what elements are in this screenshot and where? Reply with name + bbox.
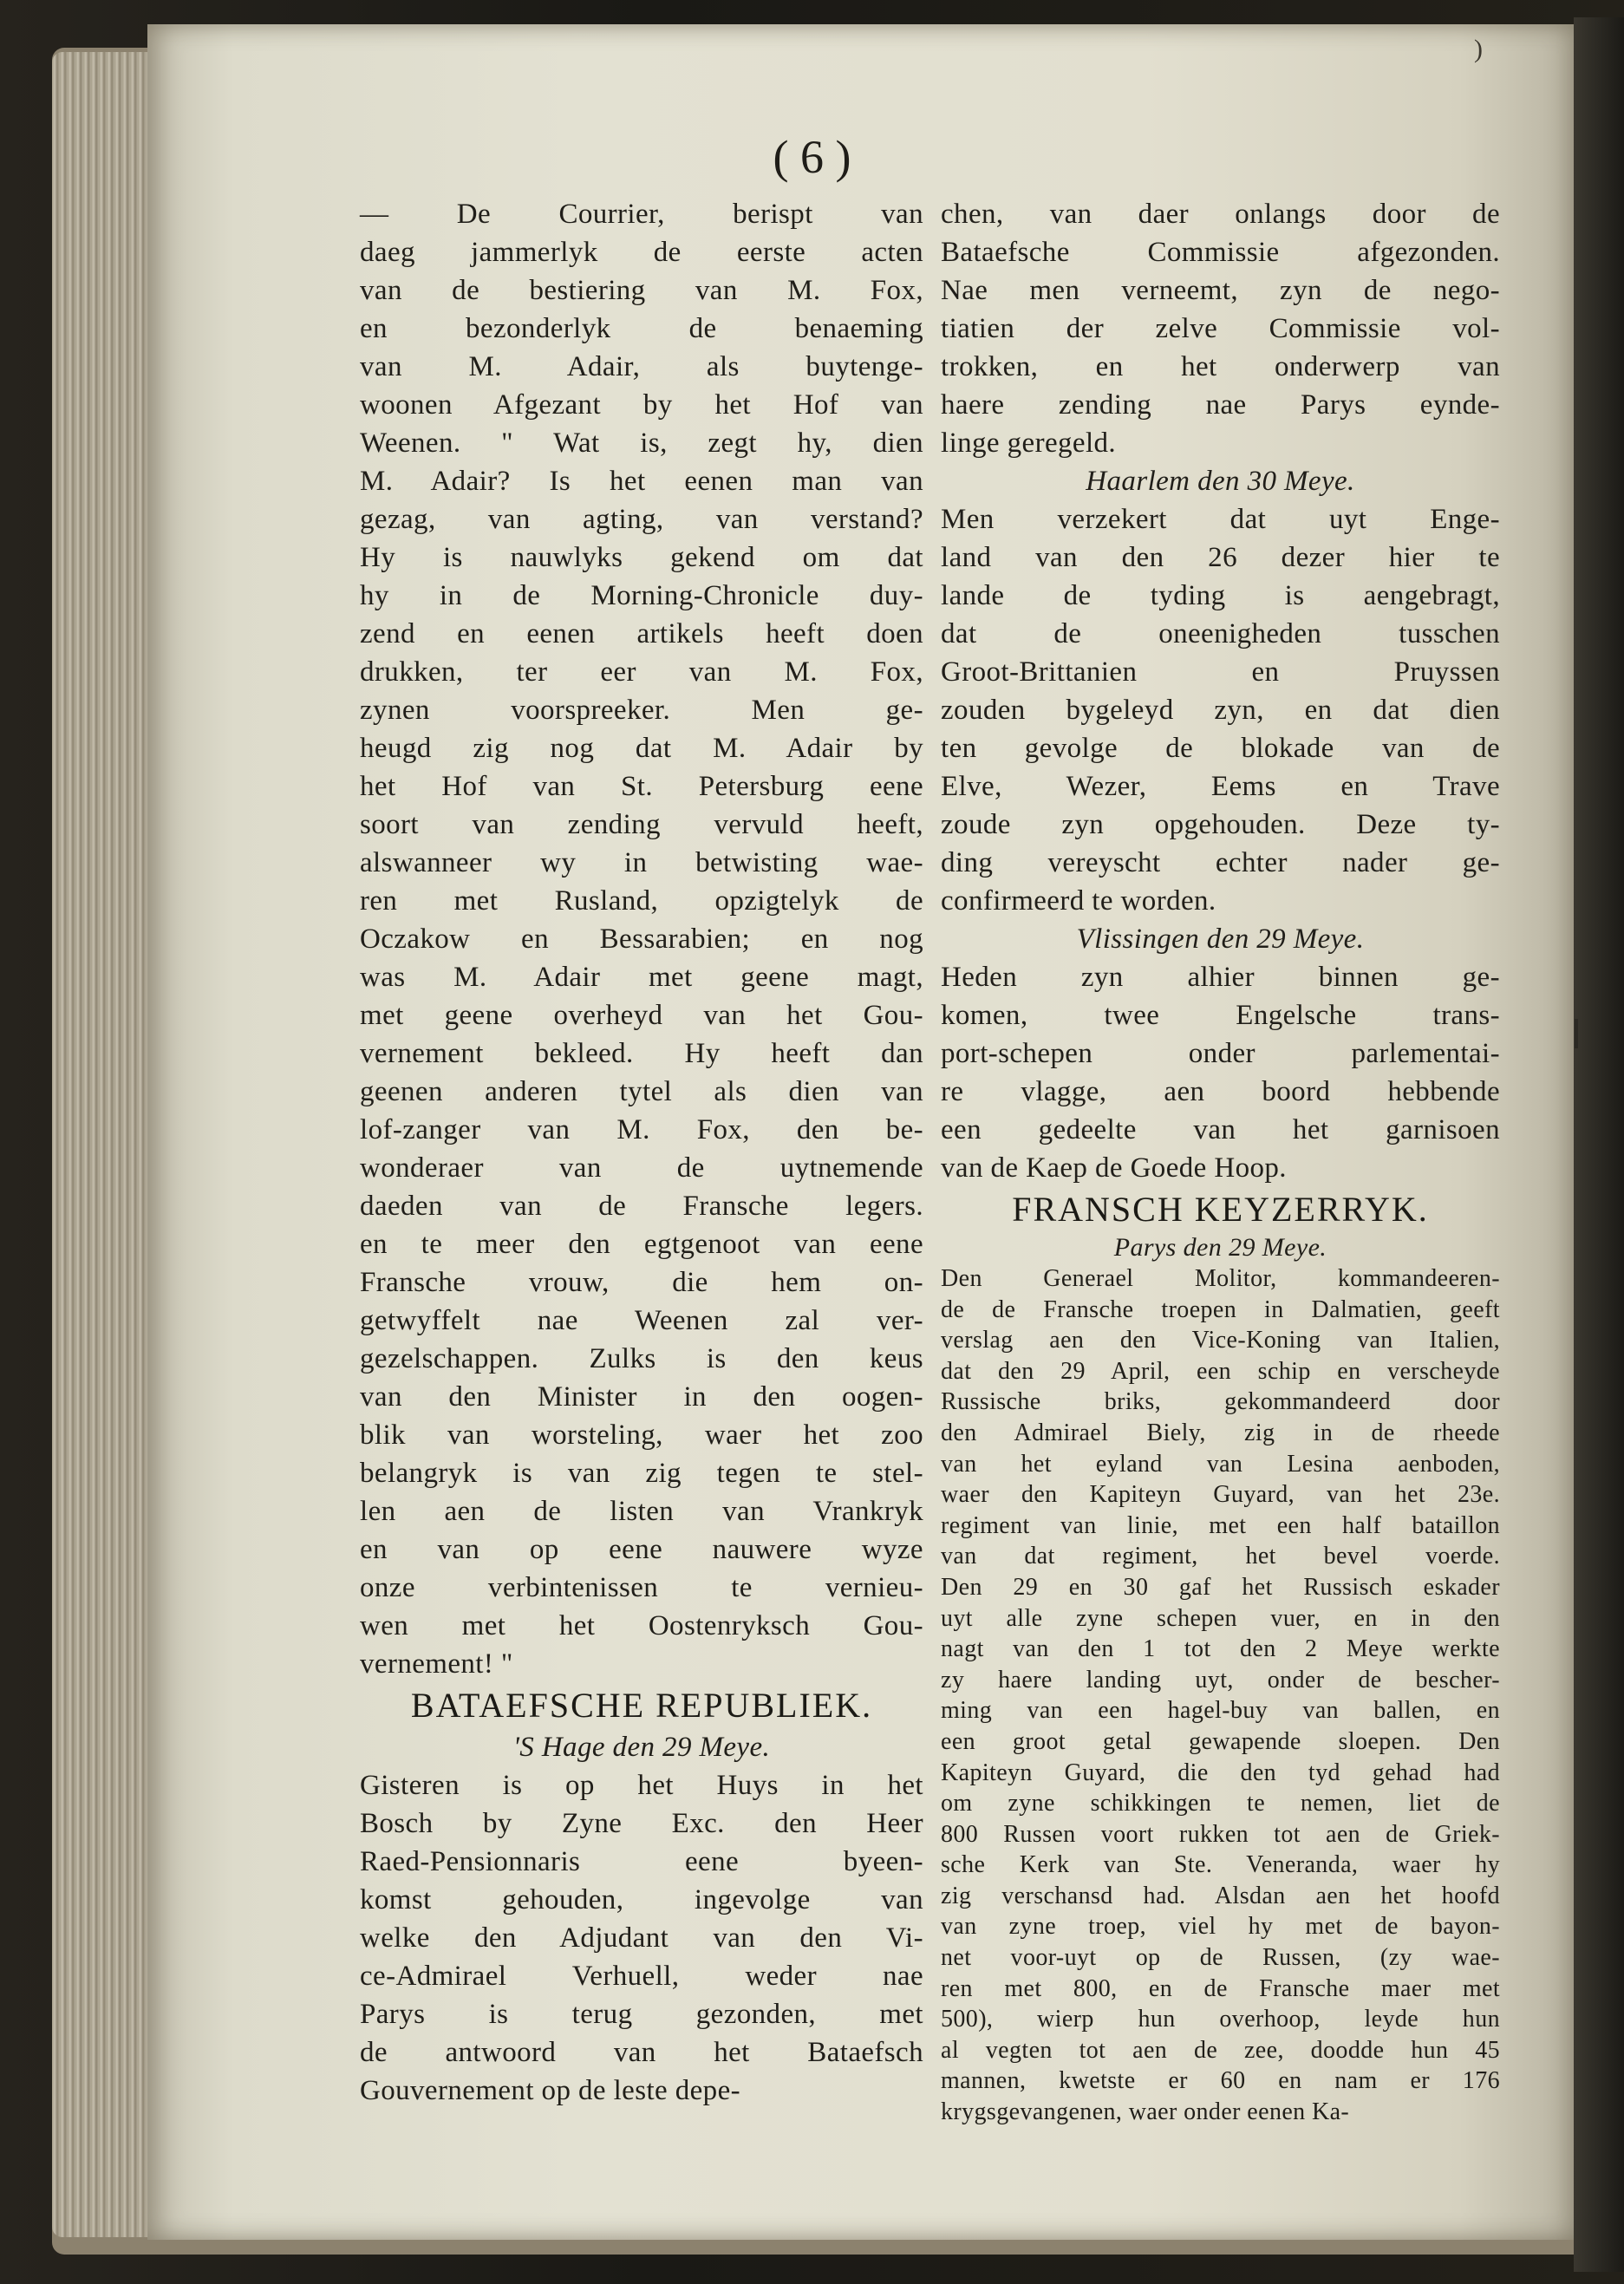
dateline-hage: 'S Hage den 29 Meye. (512, 1732, 771, 1763)
text-line: zynen voorspreeker. Men ge- (360, 695, 923, 726)
text-line: ten gevolge de blokade van de (941, 733, 1500, 764)
text-line: ren met Rusland, opzigtelyk de (360, 885, 923, 917)
dateline-parys: Parys den 29 Meye. (1113, 1233, 1327, 1262)
text-line: gezelschappen. Zulks is den keus (360, 1343, 923, 1374)
text-line: zig verschansd had. Alsdan aen het hoofd (941, 1882, 1500, 1909)
parys-article (941, 1263, 1500, 2128)
text-line: tiatien der zelve Commissie vol- (941, 313, 1500, 344)
text-line: M. Adair? Is het eenen man van (360, 466, 923, 497)
text-line: heugd zig nog dat M. Adair by (360, 733, 923, 764)
text-line: land van den 26 dezer hier te (941, 542, 1500, 573)
text-line: van M. Adair, als buytenge- (360, 351, 923, 382)
section-heading-fransch: FRANSCH KEYZERRYK. (1012, 1190, 1429, 1229)
corner-mark: ) (1474, 35, 1483, 63)
text-line: linge geregeld. (941, 427, 1117, 459)
text-line: geenen anderen tytel als dien van (360, 1076, 923, 1107)
text-line: lof-zanger van M. Fox, den be- (360, 1114, 923, 1145)
text-line: sche Kerk van Ste. Veneranda, waer hy (941, 1851, 1500, 1879)
text-line: van zyne troep, viel hy met de bayon- (941, 1913, 1500, 1941)
text-line: welke den Adjudant van den Vi- (360, 1922, 923, 1954)
text-line: net voor-uyt op de Russen, (zy wae- (941, 1944, 1500, 1972)
text-line: een gedeelte van het garnisoen (941, 1114, 1500, 1145)
text-line: 800 Russen voort rukken tot aen de Griek- (941, 1820, 1500, 1848)
dateline-vlissingen: Vlissingen den 29 Meye. (1076, 923, 1365, 955)
text-line: getwyffelt nae Weenen zal ver- (360, 1305, 923, 1336)
text-line: en bezonderlyk de benaeming (360, 313, 923, 344)
text-line: al vegten tot aen de zee, doodde hun 45 (941, 2036, 1500, 2064)
text-line: Den 29 en 30 gaf het Russisch eskader (941, 1573, 1500, 1601)
text-line: zend en eenen artikels heeft doen (360, 618, 923, 649)
text-line: lande de tyding is aengebragt, (941, 580, 1500, 611)
text-line: Hy is nauwlyks gekend om dat (360, 542, 923, 573)
text-line: van dat regiment, het bevel voerde. (941, 1543, 1500, 1570)
text-line: Kapiteyn Guyard, die den tyd gehad had (941, 1759, 1500, 1786)
text-line: Bataefsche Commissie afgezonden. (941, 237, 1500, 268)
text-line: Gisteren is op het Huys in het (360, 1770, 923, 1801)
page-number: ( 6 ) (773, 131, 851, 183)
text-line: Oczakow en Bessarabien; en nog (360, 923, 923, 955)
continued-article (941, 195, 1500, 462)
text-line: haere zending nae Parys eynde- (941, 389, 1500, 421)
text-line: de antwoord van het Bataefsch (360, 2037, 923, 2068)
text-line: ce-Admirael Verhuell, weder nae (360, 1961, 923, 1992)
text-line: van de bestiering van M. Fox, (360, 275, 923, 306)
text-line: van den Minister in den oogen- (360, 1381, 923, 1413)
text-line: zy haere landing uyt, onder de bescher- (941, 1666, 1500, 1693)
text-line: daeden van de Fransche legers. (360, 1191, 923, 1222)
text-line: komen, twee Engelsche trans- (941, 1000, 1500, 1031)
text-line: confirmeerd te worden. (941, 885, 1216, 917)
text-line: de de Fransche troepen in Dalmatien, geeft (941, 1295, 1500, 1323)
text-line: port-schepen onder parlementai- (941, 1038, 1500, 1069)
text-line: Bosch by Zyne Exc. den Heer (360, 1808, 923, 1839)
right-margin-strip (1574, 17, 1624, 2272)
text-line: dat de oneenigheden tusschen (941, 618, 1500, 649)
text-line: Men verzekert dat uyt Enge- (941, 504, 1500, 535)
text-line: nagt van den 1 tot den 2 Meye werkte (941, 1635, 1500, 1663)
text-line: len aen de listen van Vrankryk (360, 1496, 923, 1527)
text-line: Gouvernement op de leste depe- (360, 2075, 741, 2106)
section-heading-bataefsche: BATAEFSCHE REPUBLIEK. (410, 1686, 873, 1725)
hage-article (360, 1766, 923, 2110)
text-line: vernement bekleed. Hy heeft dan (360, 1038, 923, 1069)
haarlem-article (941, 500, 1500, 920)
text-line: Russische briks, gekommandeerd door (941, 1388, 1500, 1416)
right-column (941, 195, 1500, 2128)
text-line: en van op eene nauwere wyze (360, 1534, 923, 1565)
text-line: uyt alle zyne schepen vuer, en in den (941, 1604, 1500, 1632)
text-line: onze verbintenissen te vernieu- (360, 1572, 923, 1603)
text-line: wonderaer van de uytnemende (360, 1152, 923, 1184)
text-line: wen met het Oostenryksch Gou- (360, 1610, 923, 1641)
text-line: daeg jammerlyk de eerste acten (360, 237, 923, 268)
text-line: gezag, van agting, van verstand? (360, 504, 923, 535)
text-line: vernement! " (360, 1648, 513, 1680)
text-line: Elve, Wezer, Eems en Trave (941, 771, 1500, 802)
text-line: mannen, kwetste er 60 en nam er 176 (941, 2067, 1500, 2095)
text-line: 500), wierp hun overhoop, leyde hun (941, 2006, 1500, 2033)
text-line: een groot getal gewapende sloepen. Den (941, 1727, 1500, 1755)
text-line: alswanneer wy in betwisting wae- (360, 847, 923, 878)
edge-mark (1575, 1019, 1578, 1048)
text-line: van het eyland van Lesina aenboden, (941, 1450, 1500, 1478)
text-line: van de Kaep de Goede Hoop. (941, 1152, 1287, 1184)
text-line: Parys is terug gezonden, met (360, 1999, 923, 2030)
text-line: zoude zyn opgehouden. Deze ty- (941, 809, 1500, 840)
courrier-article (360, 195, 923, 1683)
text-line: soort van zending vervuld heeft, (360, 809, 923, 840)
text-line: ren met 800, en de Fransche maer met (941, 1974, 1500, 2002)
text-line: Den Generael Molitor, kommandeeren- (941, 1265, 1500, 1292)
text-line: en te meer den egtgenoot van eene (360, 1229, 923, 1260)
text-line: om zyne schikkingen te nemen, liet de (941, 1790, 1500, 1817)
text-line: ding vereyscht echter nader ge- (941, 847, 1500, 878)
left-column (360, 195, 923, 2110)
text-line: — De Courrier, berispt van (360, 199, 923, 230)
text-line: waer den Kapiteyn Guyard, van het 23e. (941, 1481, 1500, 1509)
text-line: woonen Afgezant by het Hof van (360, 389, 923, 421)
text-line: belangryk is van zig tegen te stel- (360, 1458, 923, 1489)
text-line: krygsgevangenen, waer onder eenen Ka- (941, 2098, 1350, 2126)
text-line: Fransche vrouw, die hem on- (360, 1267, 923, 1298)
text-line: re vlagge, aen boord hebbende (941, 1076, 1500, 1107)
text-line: ming van een hagel-buy van ballen, en (941, 1697, 1500, 1725)
text-line: komst gehouden, ingevolge van (360, 1884, 923, 1915)
text-line: trokken, en het onderwerp van (941, 351, 1500, 382)
text-line: Heden zyn alhier binnen ge- (941, 962, 1500, 993)
text-line: Nae men verneemt, zyn de nego- (941, 275, 1500, 306)
text-line: regiment van linie, met een half bataillon (941, 1511, 1500, 1539)
text-line: drukken, ter eer van M. Fox, (360, 656, 923, 688)
text-line: verslag aen den Vice-Koning van Italien, (941, 1327, 1500, 1354)
text-line: blik van worsteling, waer het zoo (360, 1419, 923, 1451)
text-line: chen, van daer onlangs door de (941, 199, 1500, 230)
dateline-haarlem: Haarlem den 30 Meye. (1086, 466, 1355, 497)
text-line: hy in de Morning-Chronicle duy- (360, 580, 923, 611)
vlissingen-article (941, 958, 1500, 1187)
text-line: zouden bygeleyd zyn, en dat dien (941, 695, 1500, 726)
text-line: met geene overheyd van het Gou- (360, 1000, 923, 1031)
text-line: het Hof van St. Petersburg eene (360, 771, 923, 802)
text-line: was M. Adair met geene magt, (360, 962, 923, 993)
text-line: dat den 29 April, een schip en verscheyde (941, 1357, 1500, 1385)
text-line: Weenen. " Wat is, zegt hy, dien (360, 427, 923, 459)
text-line: den Admirael Biely, zig in de rheede (941, 1419, 1500, 1446)
text-line: Groot-Brittanien en Pruyssen (941, 656, 1500, 688)
text-line: Raed-Pensionnaris eene byeen- (360, 1846, 923, 1877)
